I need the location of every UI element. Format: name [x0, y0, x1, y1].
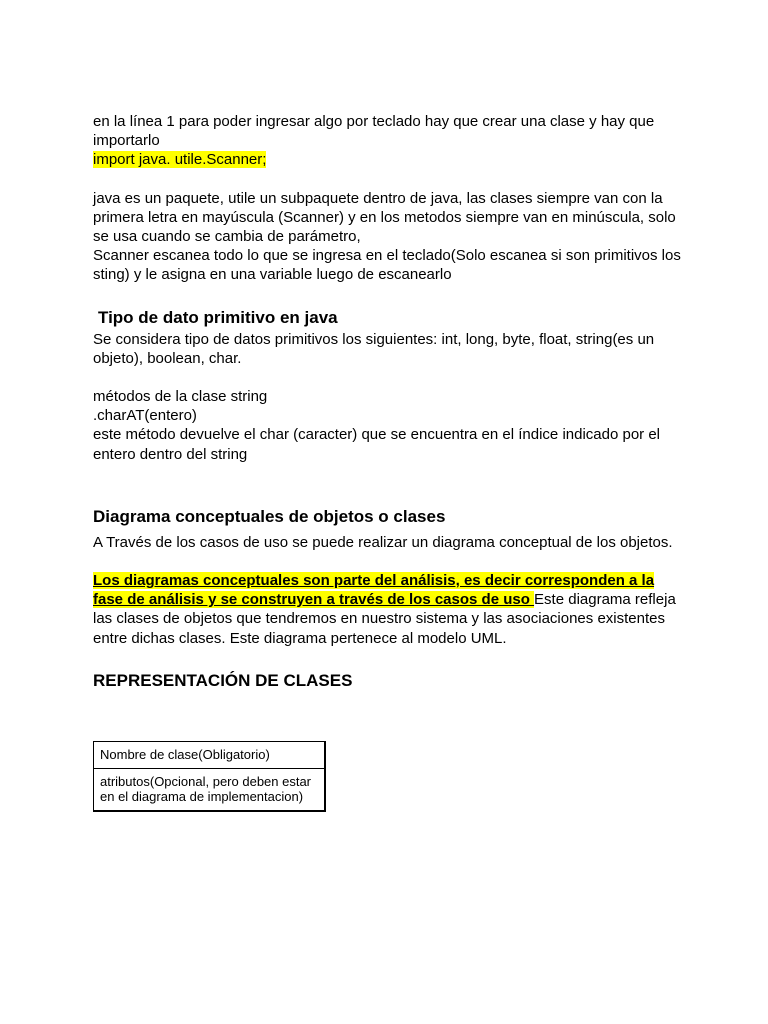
charat-method-name: .charAT(entero)	[93, 407, 197, 425]
uml-class-box	[93, 741, 326, 812]
heading-conceptual-diagram: Diagrama conceptuales de objetos o clases	[93, 506, 446, 526]
document-page	[93, 112, 683, 692]
heading-class-representation: REPRESENTACIÓN DE CLASES	[93, 670, 353, 690]
conceptual-diagram-rest: Este diagrama refleja las clases de objetos que tendremos en nuestro sistema y las asociaciones existentes entre dichas clases. Este diagrama pertenece al modelo UML.	[93, 591, 676, 647]
uml-attributes-row: atributos(Opcional, pero deben estar en el diagrama de implementacion)	[94, 768, 324, 810]
uml-class-name-row: Nombre de clase(Obligatorio)	[100, 747, 270, 762]
charat-method-description: este método devuelve el char (caracter) que se encuentra en el índice indicado por el entero dentro del string	[93, 426, 661, 463]
primitive-types-text: Se considera tipo de datos primitivos los siguientes: int, long, byte, float, string(es un objeto), boolean, char.	[93, 330, 655, 367]
package-explanation: java es un paquete, utile un subpaquete dentro de java, las clases siempre van con la primera letra en mayúscula (Scanner) y en los metodos siempre van en minúscula, solo se usa cuando se cambia de parámetro,	[93, 189, 676, 246]
import-code-highlight: import java. utile.Scanner;	[93, 151, 267, 169]
heading-primitive-types: Tipo de dato primitivo en java	[98, 307, 338, 327]
conceptual-diagram-highlight: Los diagramas conceptuales son parte del análisis, es decir corresponden a la fase de análisis y se construyen a través de los casos de uso	[93, 572, 655, 609]
import-code-line	[93, 150, 683, 169]
conceptual-diagram-intro: A Través de los casos de uso se puede realizar un diagrama conceptual de los objetos.	[93, 533, 673, 551]
scanner-explanation: Scanner escanea todo lo que se ingresa en el teclado(Solo escanea si son primitivos los sting) y le asigna en una variable luego de escanearlo	[93, 247, 681, 284]
conceptual-diagram-paragraph	[93, 571, 683, 648]
string-methods-title: métodos de la clase string	[93, 388, 268, 406]
intro-text: en la línea 1 para poder ingresar algo por teclado hay que crear una clase y hay que importarlo	[93, 113, 655, 150]
